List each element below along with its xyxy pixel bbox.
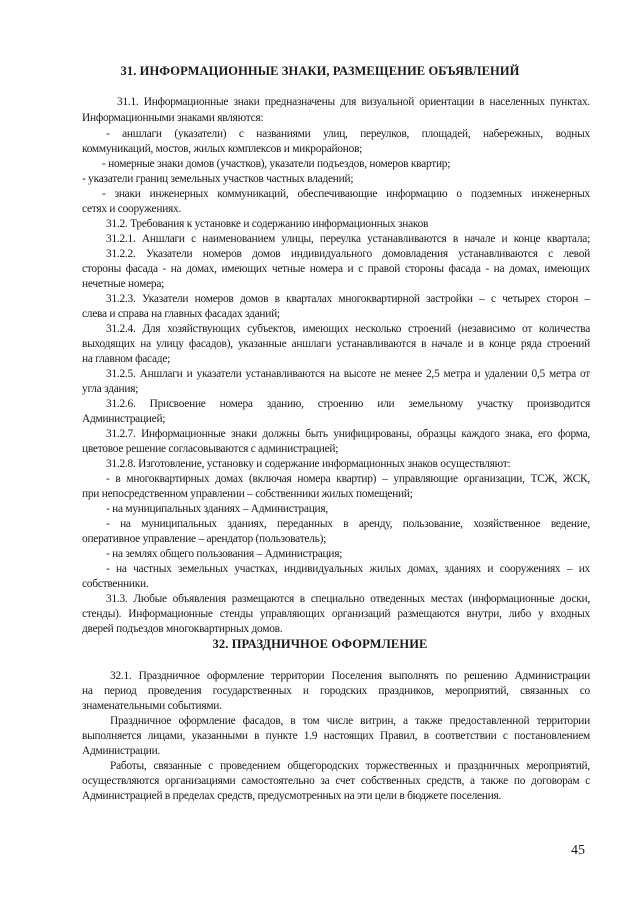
- paragraph-line: нечетные номера;: [82, 278, 165, 290]
- paragraph-line: слева и справа на главных фасадах зданий;: [82, 308, 280, 320]
- paragraph-line: 31.2.6. Присвоение номера зданию, строению или земельному участку производится: [106, 398, 590, 410]
- paragraph-line: Праздничное оформление фасадов, в том числе витрин, а также предоставленной территории: [110, 715, 590, 727]
- paragraph-line: 31.2.3. Указатели номеров домов в кварталах многоквартирной застройки – с четырех сторон –: [106, 293, 590, 305]
- paragraph-line: Информационными знаками являются:: [82, 112, 264, 124]
- paragraph-line: 31.2. Требования к установке и содержанию информационных знаков: [106, 218, 429, 230]
- paragraph-line: стороны фасада - на домах, имеющих четные номера и с правой стороны фасада - на домах, имеющих: [82, 263, 590, 275]
- paragraph-line: - указатели границ земельных участков частных владений;: [82, 173, 354, 185]
- section-31-title: 31. ИНФОРМАЦИОННЫЕ ЗНАКИ, РАЗМЕЩЕНИЕ ОБЪЯВЛЕНИЙ: [120, 64, 520, 78]
- paragraph-line: - на частных земельных участках, индивидуальных жилых домах, зданиях и сооружениях – их: [106, 563, 590, 575]
- section-32-title: 32. ПРАЗДНИЧНОЕ ОФОРМЛЕНИЕ: [212, 637, 428, 651]
- paragraph-line: - номерные знаки домов (участков), указатели подъездов, номеров квартир;: [102, 158, 451, 170]
- paragraph-line: Администрацией в пределах средств, предусмотренных на эти цели в бюджете поселения.: [82, 790, 502, 802]
- paragraph-line: коммуникаций, мостов, жилых комплексов и микрорайонов;: [82, 143, 363, 155]
- paragraph-line: стенды). Информационные стенды управляющих организаций размещаются внутри, либо у входных: [82, 608, 590, 620]
- paragraph-line: 31.1. Информационные знаки предназначены для визуальной ориентации в населенных пунктах.: [117, 96, 590, 108]
- paragraph-line: цветовое решение согласовываются с администрацией;: [82, 443, 339, 455]
- paragraph-line: 31.2.2. Указатели номеров домов индивидуального домовладения устанавливаются с левой: [106, 248, 590, 260]
- paragraph-line: - аншлаги (указатели) с названиями улиц, переулков, площадей, набережных, водных: [106, 128, 590, 140]
- paragraph-line: 32.1. Праздничное оформление территории Поселения выполнять по решению Администрации: [110, 670, 590, 682]
- paragraph-line: дверей подъездов многоквартирных домов.: [82, 623, 283, 635]
- paragraph-line: 31.2.8. Изготовление, установку и содержание информационных знаков осуществляют:: [106, 458, 511, 470]
- paragraph-line: - знаки инженерных коммуникаций, обеспечивающие информацию о подземных инженерных: [102, 188, 590, 200]
- paragraph-line: 31.2.5. Аншлаги и указатели устанавливаются на высоте не менее 2,5 метра и удалении 0,5 метра от: [106, 368, 590, 380]
- page-number: 45: [571, 843, 585, 858]
- paragraph-line: собственники.: [82, 578, 149, 590]
- paragraph-line: - на муниципальных зданиях, переданных в аренду, пользование, хозяйственное ведение,: [106, 518, 590, 530]
- paragraph-line: 31.3. Любые объявления размещаются в специально отведенных местах (информационные доски,: [106, 593, 590, 605]
- paragraph-line: - в многоквартирных домах (включая номера квартир) – управляющие организации, ТСЖ, ЖСК,: [106, 473, 590, 485]
- paragraph-line: 31.2.7. Информационные знаки должны быть унифицированы, образцы каждого знака, его форма,: [106, 428, 590, 440]
- paragraph-line: на период проведения государственных и городских праздников, мероприятий, связанных со: [82, 685, 590, 697]
- paragraph-line: 31.2.1. Аншлаги с наименованием улицы, переулка устанавливаются в начале и конце квартала;: [106, 233, 590, 245]
- paragraph-line: осуществляются организациями самостоятельно за счет собственных средств, а также по договорам с: [82, 775, 590, 787]
- paragraph-line: Администрации.: [82, 745, 161, 757]
- paragraph-line: сетях и сооружениях.: [82, 203, 182, 215]
- paragraph-line: на главном фасаде;: [82, 353, 171, 365]
- paragraph-line: Работы, связанные с проведением общегородских торжественных и праздничных мероприятий,: [110, 760, 590, 772]
- paragraph-line: оперативное управление – арендатор (пользователь);: [82, 533, 327, 545]
- paragraph-line: Администрацией;: [82, 413, 166, 425]
- paragraph-line: выходящих на улицу фасадов), указанные аншлаги устанавливаются в начале и в конце ряда строений: [82, 338, 590, 350]
- paragraph-line: - на землях общего пользования – Администрация;: [106, 548, 343, 560]
- paragraph-line: - на муниципальных зданиях – Администрация,: [106, 503, 328, 515]
- paragraph-line: угла здания;: [82, 383, 139, 395]
- paragraph-line: 31.2.4. Для хозяйствующих субъектов, имеющих несколько строений (независимо от количества: [106, 323, 590, 335]
- paragraph-line: при непосредственном управлении – собственники жилых помещений;: [82, 488, 413, 500]
- paragraph-line: знаменательными событиями.: [82, 700, 222, 712]
- paragraph-line: выполняется лицами, указанными в пункте 1.9 настоящих Правил, в соответствии с постановлением: [82, 730, 590, 742]
